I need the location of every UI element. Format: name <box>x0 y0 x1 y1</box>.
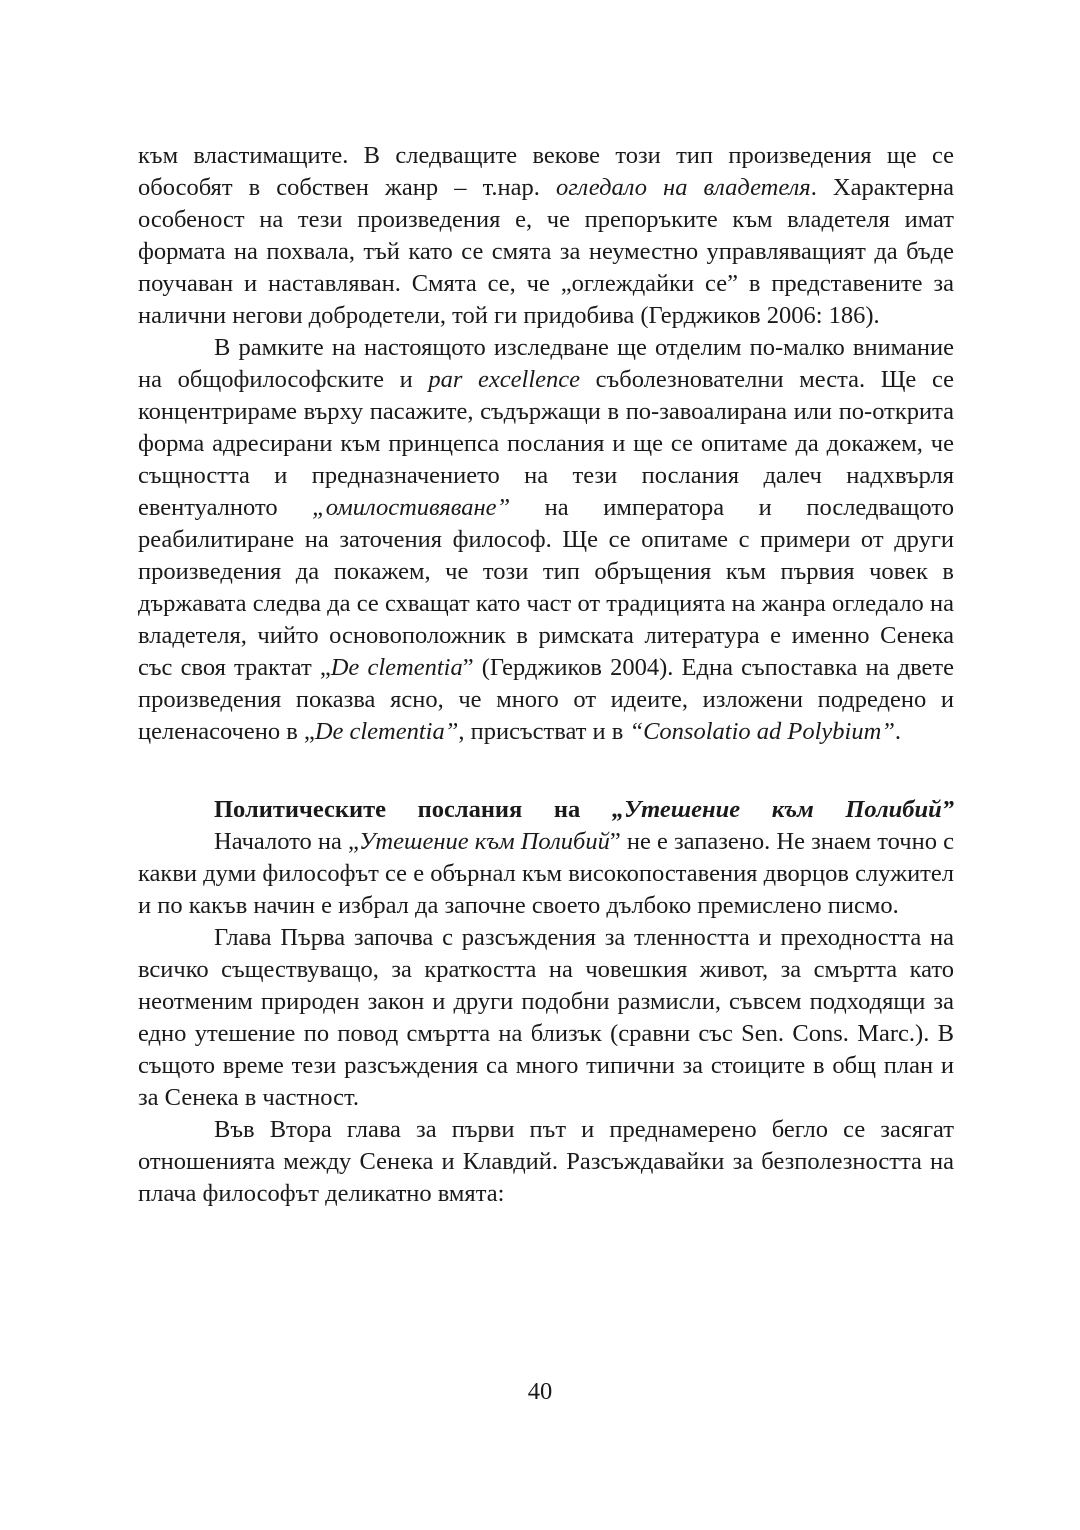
text-run: ” (Герджиков 2004). Една съпоставка на двете произведения показва ясно, че много от идеите, изложени подредено и целенасочено в „ <box>138 654 954 745</box>
section-heading <box>138 794 954 826</box>
text-run: , присъстват и в <box>458 718 630 745</box>
text-run-italic: “Consolatio ad Polybium” <box>629 718 895 745</box>
paragraph-4 <box>138 922 954 1114</box>
text-run-italic: огледало на владетеля <box>556 174 811 201</box>
text-run: към властимащите. В следващите векове този тип произведения ще се обособят в собствен жанр – т.нар. <box>138 142 954 201</box>
text-run-italic: De clementia <box>330 654 463 681</box>
page-number: 40 <box>527 1378 553 1405</box>
section-heading-prefix: Политическите послания на <box>214 796 612 823</box>
text-run: Глава Първа започва с разсъждения за тленността и преходността на всичко съществуващо, за краткостта на човешкия живот, за смъртта като неотменим природен закон и други подобни размисли, съвсем подходящи за едно утешение по повод смъртта на близък (сравни със Sen. Cons. Marc.). В същото време тези разсъждения са много типични за стоиците в общ план и за Сенека в частност. <box>138 924 954 1111</box>
text-run: В рамките на настоящото изследване ще отделим по-малко внимание на общофилософските и <box>138 334 954 393</box>
paragraph-1 <box>138 140 954 332</box>
text-run-italic: par excellence <box>428 366 581 393</box>
paragraph-2 <box>138 332 954 748</box>
text-run: ” не е запазено. Не знаем точно с какви думи философът се е обърнал към високопоставения дворцов служител и по какъв начин е избрал да започне своето дълбоко премислено писмо. <box>138 828 954 919</box>
text-run: . <box>894 718 902 745</box>
text-run: на императора и последващото реабилитиране на заточения философ. Ще се опитаме с примери от други произведения да покажем, че този тип обръщения към първия човек в държавата следва да се схващат като част от традицията на жанра огледало на владетеля, чийто основоположник в римската литература е именно Сенека със своя трактат „ <box>138 494 954 681</box>
text-run-italic: „омилостивяване” <box>312 494 511 521</box>
section-heading-title: „Утешение към Полибий” <box>611 796 955 823</box>
text-run: Началото на „ <box>214 828 359 855</box>
text-run: Във Втора глава за първи път и преднамерено бегло се засягат отношенията между Сенека и Клавдий. Разсъждавайки за безполезността на плача философът деликатно вмята: <box>138 1116 954 1207</box>
text-run: съболезнователни места. Ще се концентрираме върху пасажите, съдържащи в по-завоалирана или по-открита форма адресирани към принцепса послания и ще се опитаме да докажем, че същността и предназначението на тези послания далеч надхвърля евентуалното <box>138 366 954 521</box>
text-run-italic: De clementia” <box>314 718 459 745</box>
text-run-italic: Утешение към Полибий <box>358 828 610 855</box>
paragraph-3 <box>138 826 954 922</box>
paragraph-5 <box>138 1114 954 1210</box>
page-body <box>138 140 954 1210</box>
text-run: . Характерна особеност на тези произведения е, че препоръките към владетеля имат формата на похвала, тъй като се смята за неуместно управляващият да бъде поучаван и наставляван. Смята се, че „оглеждайки се” в представените за налични негови добродетели, той ги придобива (Герджиков 2006: 186). <box>138 174 954 329</box>
